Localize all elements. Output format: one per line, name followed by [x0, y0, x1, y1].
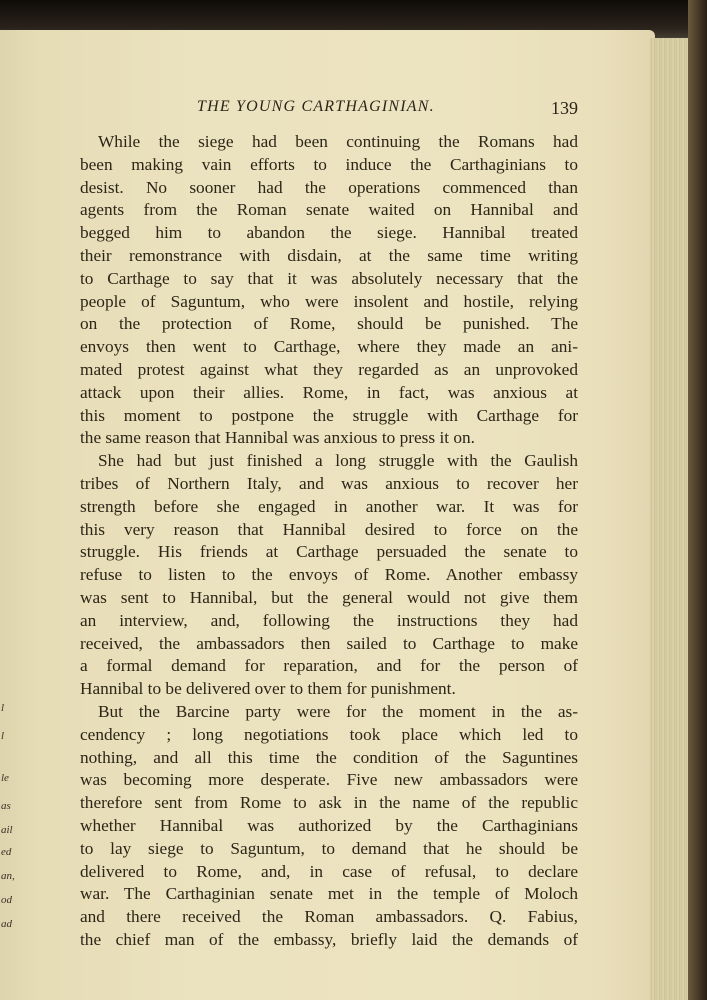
text-line: and there received the Roman ambassadors. Q. Fabius,: [80, 907, 578, 927]
text-line: this moment to postpone the struggle with Carthage for: [80, 405, 578, 425]
fragment: ed: [1, 846, 12, 858]
text-line: on the protection of Rome, should be punished. The: [80, 314, 578, 334]
text-line: to lay siege to Saguntum, to demand that he should be: [80, 838, 578, 858]
text-line: nothing, and all this time the condition of the Saguntines: [80, 747, 578, 767]
text-line: cendency ; long negotiations took place which led to: [80, 724, 578, 744]
fragment: l: [1, 730, 5, 742]
text-line: war. The Carthaginian senate met in the temple of Moloch: [80, 884, 578, 904]
text-line: tribes of Northern Italy, and was anxious to recover her: [80, 473, 578, 493]
text-line: received, the ambassadors then sailed to Carthage to make: [80, 633, 578, 653]
text-line: their remonstrance with disdain, at the same time writing: [80, 245, 578, 265]
text-line: therefore sent from Rome to ask in the name of the republic: [80, 793, 578, 813]
text-line: this very reason that Hannibal desired to force on the: [80, 519, 578, 539]
text-line: the same reason that Hannibal was anxious to press it on.: [80, 428, 475, 448]
text-line: an interview, and, following the instructions they had: [80, 610, 578, 630]
text-line: She had but just finished a long struggle with the Gaulish: [98, 451, 578, 471]
fragment: as: [1, 800, 11, 812]
fragment: ail: [1, 824, 13, 836]
text-line: was sent to Hannibal, but the general would not give them: [80, 587, 578, 607]
running-title: THE YOUNG CARTHAGINIAN.: [197, 98, 435, 115]
text-line: strength before she engaged in another war. It was for: [80, 496, 578, 516]
text-line: refuse to listen to the envoys of Rome. Another embassy: [80, 565, 578, 585]
text-line: But the Barcine party were for the moment in the as-: [98, 701, 578, 721]
text-line: While the siege had been continuing the Romans had: [98, 132, 578, 151]
body-text: [80, 131, 578, 952]
text-line: a formal demand for reparation, and for the person of: [80, 656, 578, 676]
text-line: delivered to Rome, and, in case of refusal, to declare: [80, 861, 578, 881]
text-line: was becoming more desperate. Five new ambassadors were: [80, 770, 578, 790]
text-line: whether Hannibal was authorized by the Carthaginians: [80, 815, 578, 835]
text-line: attack upon their allies. Rome, in fact, was anxious at: [80, 382, 578, 402]
page-number: 139: [551, 98, 578, 118]
text-line: the chief man of the embassy, briefly laid the demands of: [80, 929, 578, 949]
facing-page-fragments: [0, 690, 14, 950]
text-line: struggle. His friends at Carthage persuaded the senate to: [80, 542, 578, 562]
text-line: desist. No sooner had the operations commenced than: [80, 177, 578, 197]
text-line: Hannibal to be delivered over to them for punishment.: [80, 679, 456, 699]
text-line: people of Saguntum, who were insolent and hostile, relying: [80, 291, 578, 311]
fragment: le: [1, 772, 9, 784]
text-line: agents from the Roman senate waited on Hannibal and: [80, 200, 578, 220]
book-cover-edge: [688, 0, 707, 1000]
text-line: been making vain efforts to induce the Carthaginians to: [80, 154, 578, 174]
fragment: od: [1, 894, 12, 906]
fragment: an,: [1, 870, 15, 882]
text-line: begged him to abandon the siege. Hannibal treated: [80, 223, 578, 243]
text-line: envoys then went to Carthage, where they made an ani-: [80, 337, 578, 357]
fragment: ad: [1, 918, 12, 930]
page-header: [80, 98, 580, 122]
text-line: mated protest against what they regarded as an unprovoked: [80, 359, 578, 379]
fragment: l: [1, 702, 5, 714]
text-line: to Carthage to say that it was absolutely necessary that the: [80, 268, 578, 288]
